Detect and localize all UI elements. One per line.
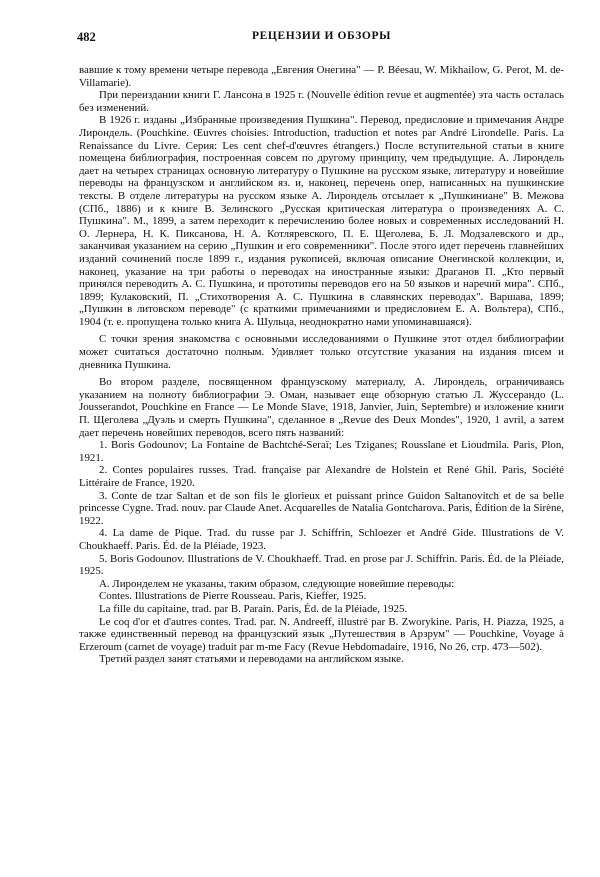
list-item-translation-4: 4. La dame de Pique. Trad. du russe par J. Schiffrin, Schloezer et André Gide. Illustrations de V. Choukhaeff. Paris. Éd. de la Pléiade, 1923. (79, 527, 564, 552)
paragraph-continuation: вавшие к тому времени четыре перевода „Евгения Онегина" — P. Béesau, W. Mikhailow, G. Perot, M. de-Villamarie). (79, 64, 564, 89)
list-item-translation-5: 5. Boris Godounov. Illustrations de V. Choukhaeff. Trad. en prose par J. Schiffrin. Paris. Éd. de la Pléiade, 1925. (79, 552, 564, 578)
list-item-translation-3: 3. Conte de tzar Saltan et de son fils le glorieux et puissant prince Guidon Saltanovitch et de sa belle princesse Cygne. Trad. nouv. par Claude Anet. Acquarelles de Natalia Gontcharova. Paris, Édition de la Sirène, 1922. (79, 489, 564, 527)
page-header (79, 30, 564, 50)
paragraph-third-section: Третий раздел занят статьями и переводами на английском языке. (99, 653, 404, 666)
list-item-missing-1: Contes. Illustrations de Pierre Rousseau. Paris, Kieffer, 1925. (99, 590, 367, 603)
paragraph-lirondelle-bibliography: В 1926 г. изданы „Избранные произведения Пушкина". Перевод, предисловие и примечания Андре Лирондель. (Pouchkine. Œuvres choisies. Introduction, traduction et notes par André Lirondelle. Paris. La Renaissance du Livre. Серия: Les cent chef-d'œuvres étrangers.) После вступительной статьи в книге помещена библиография, построенная совсем по другому принципу, чем предыдущие. А. Лирондель дает на четырех страницах основную литературу о Пушкине на русском языке, литературу и новейшие переводы на французском и английском яз. и, наконец, перечень опер, написанных на пушкинские тексты. В отделе литературы на русском языке А. Лирондель отсылает к „Пушкиниане" В. Межова (СПб., 1886) и к книге В. Зелинского „Русская критическая литература о произведениях А. С. Пушкина". М., 1899, а затем переходит к перечислению более новых и современных исследований Н. О. Лернера, Н. К. Пиксанова, Н. А. Котляревского, П. Е. Щеголева, Б. Л. Модзалевского и др., заканчивая указанием на серию „Пушкин и его современники". После этого идет перечень главнейших изданий сочинений после 1899 г., издания рукописей, включая описание Онегинской коллекции, и, наконец, указание на три работы о переводах на иностранные языки: Драганов П. „Кто первый принялся переводить А. С. Пушкина, и прототипы переводов его на 50 языков и наречий мира". СПб., 1899; Кулаковский, П. „Стихотворения А. С. Пушкина в славянских переводах". Варшава, 1899; „Пушкин в литовском переводе" (с краткими примечаниями и предисловием Е. А. Вольтера), СПб., 1904 (т. е. пропущена только книга А. Шульца, неоднократно нами упоминавшаяся). (79, 114, 564, 328)
list-item-translation-1: 1. Boris Godounov; La Fontaine de Bachtché-Seraï; Les Tziganes; Rousslane et Lioudmila. Paris, Plon, 1921. (79, 439, 564, 464)
list-item-missing-2: La fille du capitaine, trad. par B. Parain. Paris, Éd. de la Pléiade, 1925. (99, 602, 408, 615)
list-item-translation-2: 2. Contes populaires russes. Trad. française par Alexandre de Holstein et René Ghil. Paris, Société Littéraire de France, 1920. (79, 464, 564, 489)
paragraph-lanson-reissue: При переиздании книги Г. Лансона в 1925 г. (Nouvelle édition revue et augmentée) эта часть осталась без изменений. (79, 89, 564, 114)
page-body (79, 64, 564, 666)
paragraph-missing-translations: А. Лиронделем не указаны, таким образом, следующие новейшие переводы: (99, 577, 455, 590)
paragraph-french-section: Во втором разделе, посвященном французскому материалу, А. Лирондель, ограничиваясь указанием на полноту библиографии Э. Оман, называет еще обзорную статью Л. Жуссерандо (L. Jousserandot, Pouchkine en France — Le Monde Slave, 1918, Janvier, Juin, Septembre) и изложение книги П. Щеголева „Дуэль и смерть Пушкина", сделанное в „Revue des Deux Mondes", 1920, 1 avril, а затем дает перечень новейших переводов, всего пять названий: (79, 376, 564, 439)
page-number: 482 (77, 30, 96, 44)
running-head: РЕЦЕНЗИИ И ОБЗОРЫ (252, 30, 391, 42)
list-item-missing-3: Le coq d'or et d'autres contes. Trad. par. N. Andreeff, illustré par B. Zworykine. Paris, H. Piazza, 1925, а также единственный перевод на французский язык „Путешествия в Арзрум" — Pouchkine, Voyage à Erzeroum (carnet de voyage) traduit par m-me Facy (Revue Hebdomadaire, 1916, No 26, стр. 473—502). (79, 615, 564, 653)
paragraph-completeness: С точки зрения знакомства с основными исследованиями о Пушкине этот отдел библиографии может считаться достаточно полным. Удивляет только отсутствие указания на издания писем и дневника Пушкина. (79, 333, 564, 371)
